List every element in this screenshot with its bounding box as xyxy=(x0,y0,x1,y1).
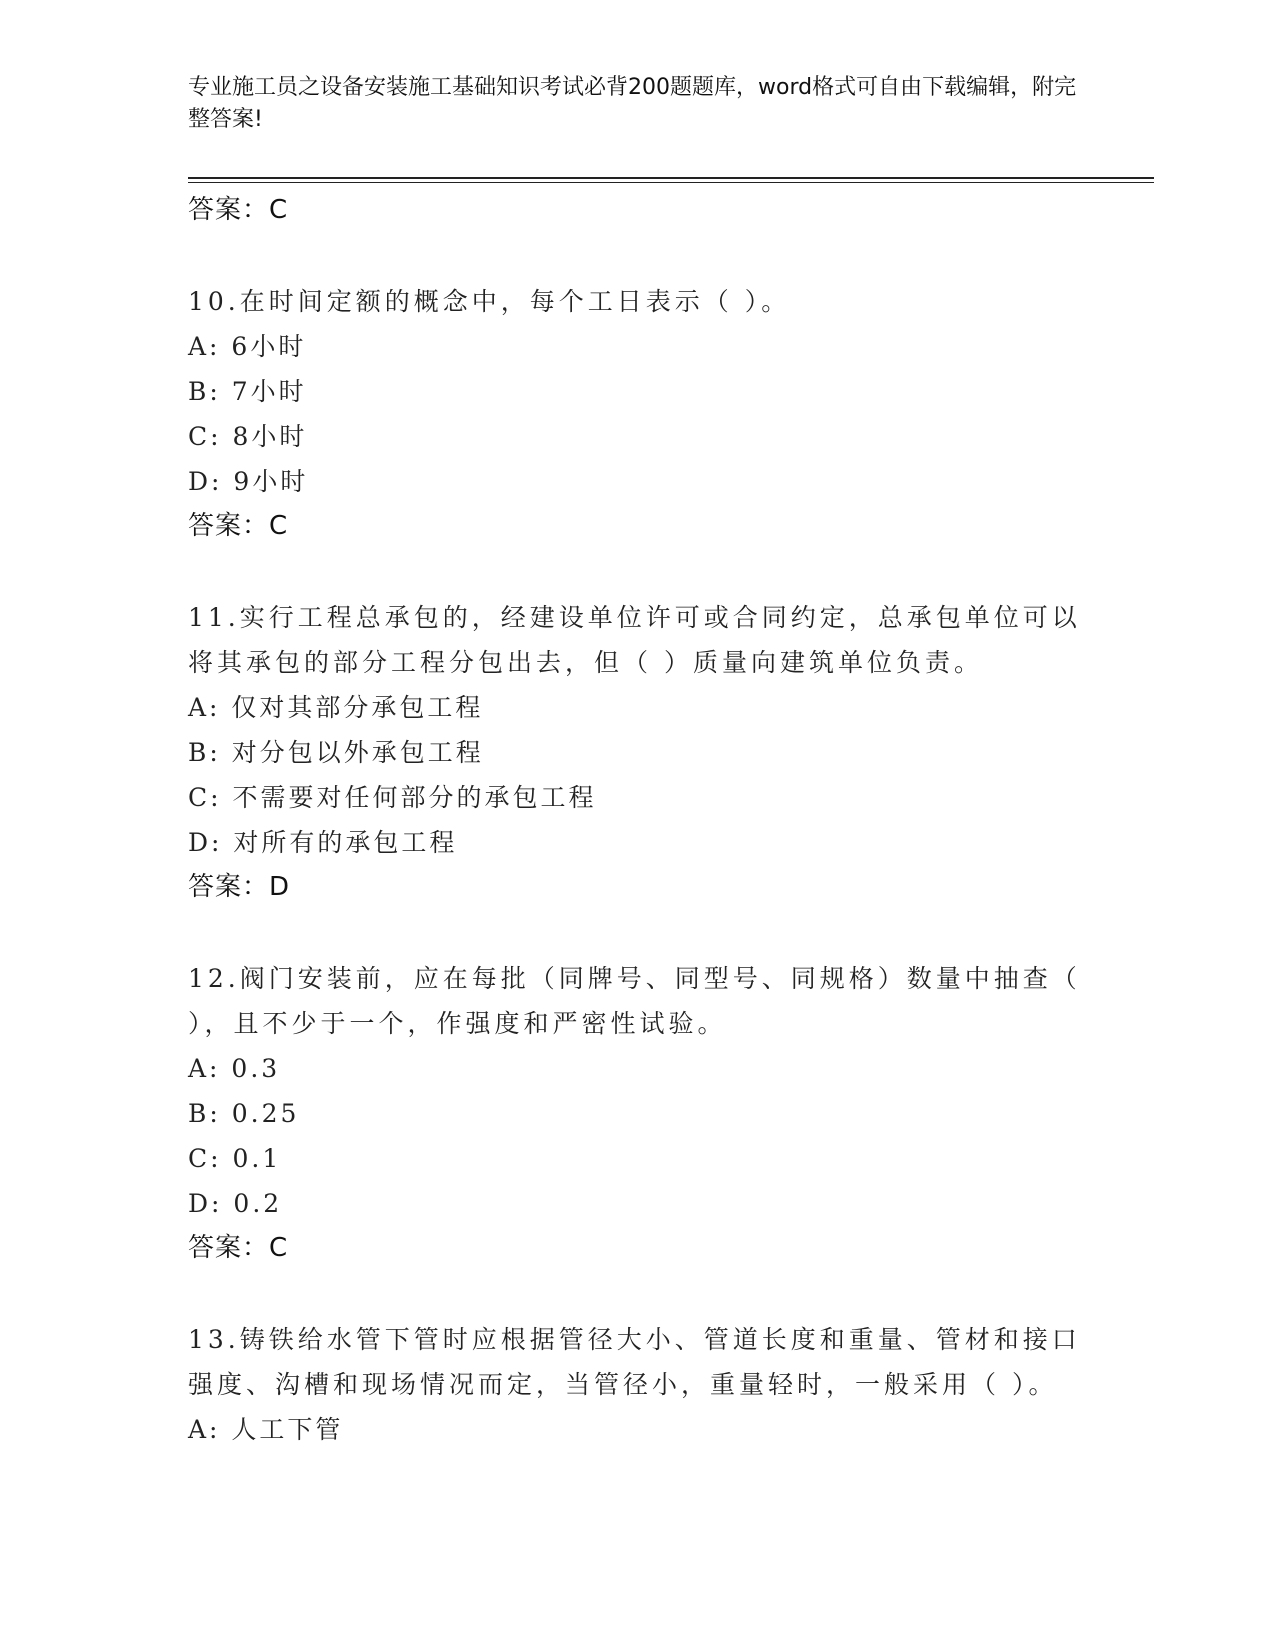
option-c: C: 0.1 xyxy=(188,1144,282,1173)
option-d: D: 9小时 xyxy=(188,467,309,496)
option-b: B: 0.25 xyxy=(188,1099,300,1128)
option-d: D: 0.2 xyxy=(188,1189,283,1218)
answer-line: 答案：C xyxy=(188,1233,289,1263)
spacer xyxy=(188,549,1088,595)
answer-line: 答案：C xyxy=(188,511,289,541)
option-a: A: 6小时 xyxy=(188,332,307,361)
question-text: 13.铸铁给水管下管时应根据管径大小、管道长度和重量、管材和接口强度、沟槽和现场情况而定，当管径小，重量轻时，一般采用（ ）。 xyxy=(188,1325,1081,1399)
option-a: A: 人工下管 xyxy=(188,1415,344,1444)
option-a: A: 0.3 xyxy=(188,1054,281,1083)
question-block xyxy=(188,1317,1088,1452)
question-block xyxy=(188,595,1088,910)
option-d: D: 对所有的承包工程 xyxy=(188,828,458,857)
header-rule-thin xyxy=(188,182,1154,183)
question-block xyxy=(188,279,1088,549)
option-c: C: 不需要对任何部分的承包工程 xyxy=(188,783,597,812)
document-header: 专业施工员之设备安装施工基础知识考试必背200题题库，word格式可自由下载编辑，附完整答案! xyxy=(188,75,1077,132)
question-block xyxy=(188,956,1088,1271)
option-a: A: 仅对其部分承包工程 xyxy=(188,693,484,722)
answer-line: 答案：D xyxy=(188,872,291,902)
question-text: 10.在时间定额的概念中，每个工日表示（ ）。 xyxy=(188,287,791,316)
spacer xyxy=(188,910,1088,956)
answer-line: 答案：C xyxy=(188,195,289,225)
header-rule-thick xyxy=(188,177,1154,179)
option-b: B: 7小时 xyxy=(188,377,307,406)
spacer xyxy=(188,233,1088,279)
question-text: 12.阀门安装前，应在每批（同牌号、同型号、同规格）数量中抽查（ ），且不少于一个，作强度和严密性试验。 xyxy=(188,964,1081,1038)
question-text: 11.实行工程总承包的，经建设单位许可或合同约定，总承包单位可以将其承包的部分工程分包出去，但（ ）质量向建筑单位负责。 xyxy=(188,603,1081,677)
option-c: C: 8小时 xyxy=(188,422,308,451)
option-b: B: 对分包以外承包工程 xyxy=(188,738,484,767)
question-content xyxy=(188,188,1088,1452)
spacer xyxy=(188,1271,1088,1317)
